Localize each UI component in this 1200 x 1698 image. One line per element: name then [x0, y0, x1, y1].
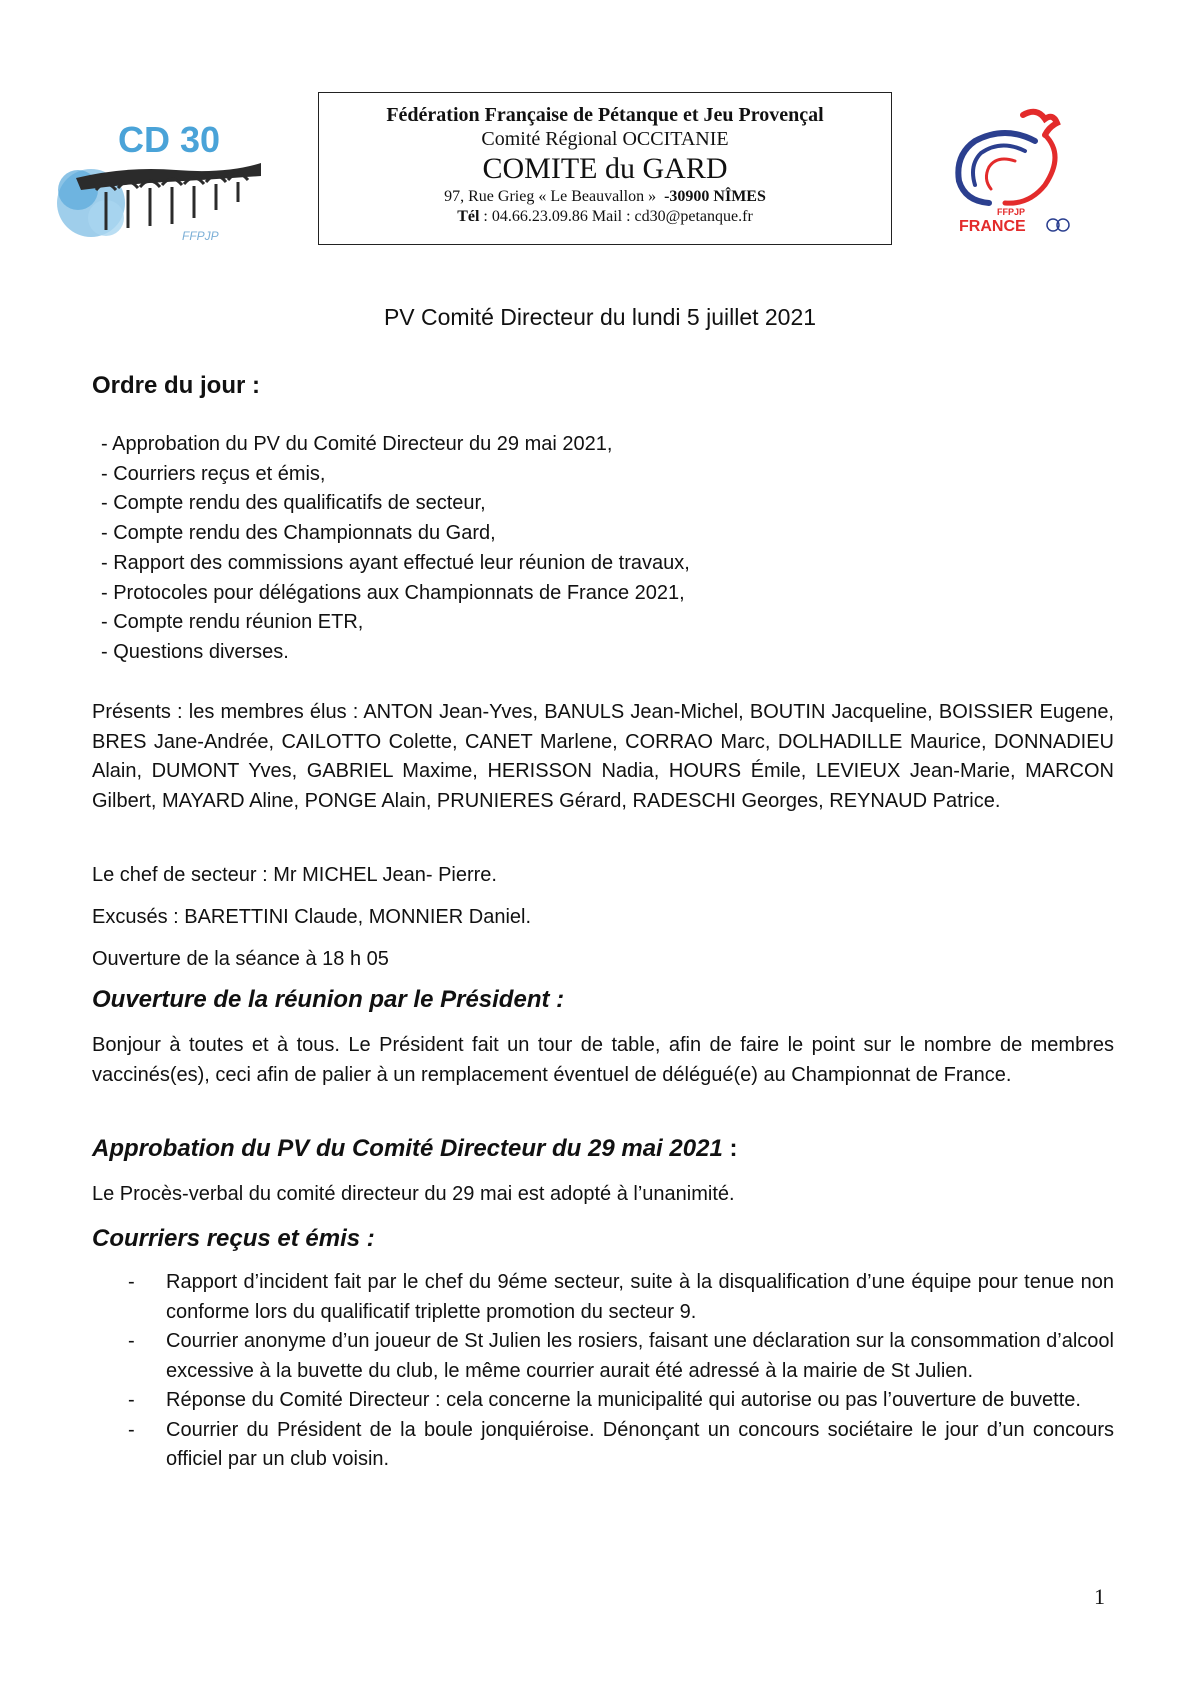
- bullet-dash: -: [128, 1389, 135, 1411]
- agenda-heading: Ordre du jour :: [92, 372, 260, 399]
- agenda-item: - Courriers reçus et émis,: [101, 462, 326, 485]
- section-president-text: Bonjour à toutes et à tous. Le Président fait un tour de table, afin de faire le point sur le nombre de membres vaccinés(es), ceci afin de palier à un remplacement éventuel de délégué(e) au Championnat de France.: [92, 1034, 1114, 1086]
- courrier-item: [92, 1386, 1114, 1416]
- contact-line: [319, 207, 891, 227]
- france-text: FRANCE: [959, 218, 1026, 235]
- address: [319, 187, 891, 207]
- bullet-dash: -: [128, 1271, 135, 1293]
- excuses-line: Excusés : BARETTINI Claude, MONNIER Daniel.: [92, 906, 532, 928]
- tel-label: Tél: [457, 208, 480, 225]
- courrier-text: Courrier anonyme d’un joueur de St Julien les rosiers, faisant une déclaration sur la consommation d’alcool excessive à la buvette du club, le même courrier aurait été adressé à la mairie de St Julien.: [166, 1330, 1114, 1382]
- ffpjp-france-logo: [945, 105, 1080, 245]
- section-president-heading: Ouverture de la réunion par le Président :: [92, 986, 565, 1013]
- agenda-item: - Questions diverses.: [101, 640, 289, 663]
- cd30-logo: [56, 118, 266, 248]
- document-title: PV Comité Directeur du lundi 5 juillet 2021: [383, 304, 817, 330]
- courrier-text: Rapport d’incident fait par le chef du 9éme secteur, suite à la disqualification d’une équipe pour tenue non conforme lors du qualificatif triplette promotion du secteur 9.: [166, 1271, 1114, 1323]
- page-number: 1: [1094, 1584, 1105, 1609]
- cd30-text: CD 30: [118, 119, 221, 160]
- ffpjp-small-text: FFPJP: [997, 207, 1026, 217]
- agenda-item: - Protocoles pour délégations aux Championnats de France 2021,: [101, 581, 685, 604]
- section-courriers-heading: Courriers reçus et émis :: [92, 1225, 375, 1252]
- courrier-item: [92, 1416, 1114, 1475]
- rooster-logo-graphic: [945, 105, 1080, 245]
- tel-and-mail: : 04.66.23.09.86 Mail : cd30@petanque.fr: [479, 208, 753, 225]
- courriers-list: [92, 1268, 1114, 1475]
- address-city: -30900 NÎMES: [664, 188, 766, 205]
- cd30-subtext: FFPJP: [182, 229, 219, 243]
- presents-paragraph: Présents : les membres élus : ANTON Jean-Yves, BANULS Jean-Michel, BOUTIN Jacqueline, BOISSIER Eugene, BRES Jane-Andrée, CAILOTTO Colette, CANET Marlene, CORRAO Marc, DOLHADILLE Maurice, DONNADIEU Alain, DUMONT Yves, GABRIEL Maxime, HERISSON Nadia, HOURS Émile, LEVIEUX Jean-Marie, MARCON Gilbert, MAYARD Aline, PONGE Alain, PRUNIERES Gérard, RADESCHI Georges, REYNAUD Patrice.: [92, 701, 1114, 812]
- letterhead-box: [318, 92, 892, 245]
- ouverture-line: Ouverture de la séance à 18 h 05: [92, 948, 389, 970]
- regional-committee: Comité Régional OCCITANIE: [481, 128, 729, 150]
- courrier-item: [92, 1268, 1114, 1327]
- courrier-text: Courrier du Président de la boule jonquiéroise. Dénonçant un concours sociétaire le jour d’un concours officiel par un club voisin.: [166, 1418, 1114, 1470]
- committee-name: COMITE du GARD: [482, 152, 728, 185]
- agenda-item: - Compte rendu réunion ETR,: [101, 611, 364, 634]
- federation-name: Fédération Française de Pétanque et Jeu Provençal: [386, 104, 824, 126]
- address-street: 97, Rue Grieg « Le Beauvallon »: [444, 188, 657, 205]
- courrier-item: [92, 1327, 1114, 1386]
- section-approbation-heading: [92, 1135, 737, 1163]
- agenda-item: - Compte rendu des qualificatifs de secteur,: [101, 492, 486, 515]
- cd30-logo-graphic: [56, 118, 266, 248]
- agenda-item: - Approbation du PV du Comité Directeur du 29 mai 2021,: [101, 433, 613, 455]
- agenda-list: [101, 430, 690, 668]
- approbation-heading-text: Approbation du PV du Comité Directeur du 29 mai 2021: [92, 1135, 723, 1162]
- approbation-heading-colon: :: [722, 1135, 738, 1162]
- chef-secteur-line: Le chef de secteur : Mr MICHEL Jean- Pierre.: [92, 864, 497, 886]
- agenda-item: - Compte rendu des Championnats du Gard,: [101, 522, 496, 545]
- bullet-dash: -: [128, 1418, 135, 1441]
- bullet-dash: -: [128, 1330, 135, 1352]
- agenda-item: - Rapport des commissions ayant effectué leur réunion de travaux,: [101, 551, 690, 574]
- section-approbation-text: Le Procès-verbal du comité directeur du 29 mai est adopté à l’unanimité.: [92, 1183, 735, 1205]
- courrier-text: Réponse du Comité Directeur : cela concerne la municipalité qui autorise ou pas l’ouverture de buvette.: [166, 1389, 1081, 1411]
